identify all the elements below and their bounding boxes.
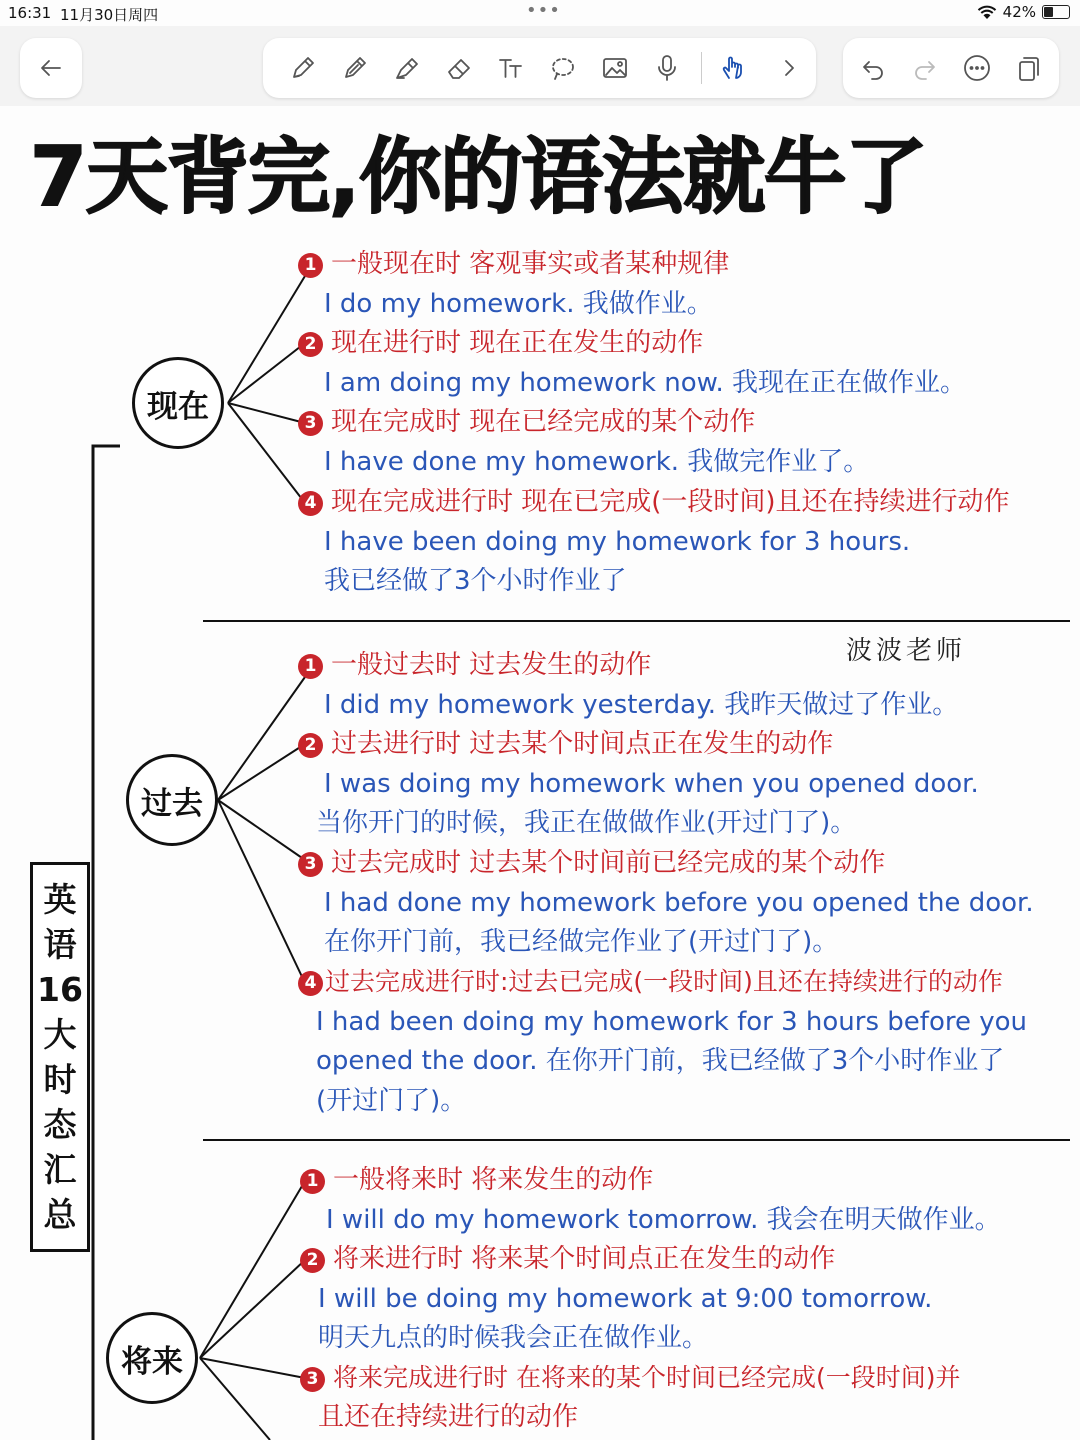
past-item-1-line-1: I did my homework yesterday. 我昨天做过了作业。 — [324, 690, 959, 720]
status-date: 11月30日周四 — [60, 6, 159, 24]
root-char: 语 — [43, 925, 77, 964]
root-char: 英 — [43, 880, 77, 919]
past-item-3-line-1: I had done my homework before you opened the door. — [324, 888, 1034, 918]
root-char: 总 — [43, 1195, 77, 1234]
item-title-text: 一般将来时 将来发生的动作 — [333, 1165, 654, 1195]
section-divider — [203, 620, 1070, 622]
number-badge-icon: 1 — [298, 253, 323, 278]
past-item-1-title — [298, 650, 651, 680]
past-item-3-title — [298, 848, 885, 878]
number-badge-icon: 3 — [298, 411, 323, 436]
item-title-text: 现在完成时 现在已经完成的某个动作 — [331, 407, 756, 437]
past-item-2-line-1: I was doing my homework when you opened door. — [324, 769, 979, 799]
root-char: 态 — [43, 1105, 77, 1144]
multitasking-dots-icon[interactable]: ••• — [526, 0, 561, 21]
number-badge-icon: 1 — [300, 1169, 325, 1194]
battery-percent: 42% — [1002, 3, 1036, 21]
number-badge-icon: 4 — [298, 491, 323, 516]
number-badge-icon: 4 — [298, 971, 323, 996]
item-title-text: 将来进行时 将来某个时间点正在发生的动作 — [333, 1244, 836, 1274]
root-char: 大 — [43, 1015, 77, 1054]
item-title-text: 过去完成进行时:过去已完成(一段时间)且还在持续进行的动作 — [325, 967, 1003, 996]
root-label-box — [30, 862, 90, 1252]
number-badge-icon: 3 — [298, 852, 323, 877]
root-char: 时 — [43, 1060, 77, 1099]
item-title-text: 一般过去时 过去发生的动作 — [331, 650, 652, 680]
present-item-2-line-1: I am doing my homework now. 我现在正在做作业。 — [324, 368, 967, 398]
root-char: 16 — [37, 970, 83, 1009]
present-item-1-line-1: I do my homework. 我做作业。 — [324, 289, 713, 319]
section-divider — [203, 1139, 1070, 1141]
present-item-4-line-2: 我已经做了3个小时作业了 — [324, 566, 627, 596]
number-badge-icon: 2 — [300, 1248, 325, 1273]
item-title-text: 现在完成进行时 现在已完成(一段时间)且还在持续进行动作 — [331, 487, 1010, 517]
past-item-2-line-2: 当你开门的时候，我正在做做作业(开过门了)。 — [316, 808, 857, 838]
present-item-3-line-1: I have done my homework. 我做完作业了。 — [324, 447, 870, 477]
future-item-1-line-1: I will do my homework tomorrow. 我会在明天做作业。 — [326, 1205, 1001, 1235]
note-title: 7天背完,你的语法就牛了 — [30, 130, 927, 225]
item-title-text: 现在进行时 现在正在发生的动作 — [331, 328, 704, 358]
past-item-4-line-3: (开过门了)。 — [316, 1086, 467, 1116]
item-title-text: 将来完成进行时 在将来的某个时间已经完成(一段时间)并 — [333, 1363, 961, 1392]
past-item-4-line-1: I had been doing my homework for 3 hours before you — [316, 1007, 1028, 1037]
number-badge-icon: 2 — [298, 332, 323, 357]
root-char: 汇 — [43, 1150, 77, 1189]
node-present: 现在 — [132, 357, 224, 449]
number-badge-icon: 2 — [298, 733, 323, 758]
item-title-text: 过去进行时 过去某个时间点正在发生的动作 — [331, 729, 834, 759]
item-title-text: 一般现在时 客观事实或者某种规律 — [331, 249, 730, 279]
number-badge-icon: 1 — [298, 654, 323, 679]
node-future: 将来 — [106, 1312, 198, 1404]
past-item-3-line-2: 在你开门前，我已经做完作业了(开过门了)。 — [324, 927, 839, 957]
future-item-2-title — [300, 1244, 835, 1274]
status-time: 16:31 — [8, 4, 52, 22]
past-item-4-line-2: opened the door. 在你开门前，我已经做了3个小时作业了 — [316, 1046, 1005, 1076]
future-item-2-line-2: 明天九点的时候我会正在做作业。 — [318, 1323, 709, 1353]
present-item-3-title — [298, 407, 755, 437]
future-item-2-line-1: I will be doing my homework at 9:00 tomorrow. — [318, 1284, 933, 1314]
item-title-text: 过去完成时 过去某个时间前已经完成的某个动作 — [331, 848, 886, 878]
past-item-2-title — [298, 729, 833, 759]
future-item-3-title — [300, 1363, 960, 1393]
node-past: 过去 — [126, 754, 218, 846]
past-item-4-title — [298, 967, 1003, 997]
future-item-1-title — [300, 1165, 653, 1195]
signature: 波波老师 — [846, 636, 967, 666]
present-item-2-title — [298, 328, 703, 358]
number-badge-icon: 3 — [300, 1367, 325, 1392]
present-item-4-title — [298, 487, 1010, 517]
future-item-3-line-1: 且还在持续进行的动作 — [318, 1402, 579, 1432]
present-item-4-line-1: I have been doing my homework for 3 hours. — [324, 527, 911, 557]
present-item-1-title — [298, 249, 729, 279]
